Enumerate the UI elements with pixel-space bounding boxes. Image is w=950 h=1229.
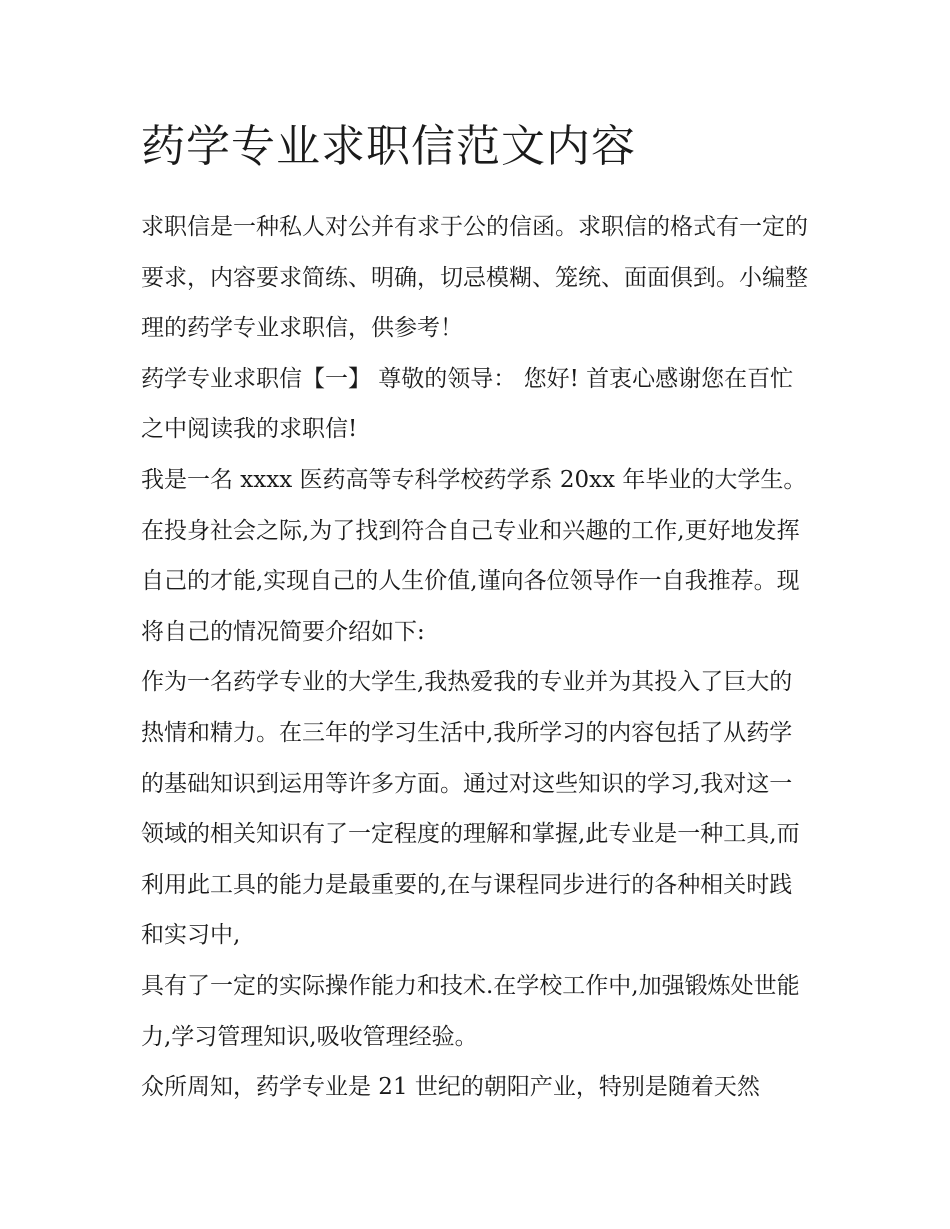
document-body xyxy=(141,112,813,1113)
paragraph-salutation: 药学专业求职信【一】 尊敬的领导： 您好! 首衷心感谢您在百忙之中阅读我的求职信! xyxy=(141,365,794,443)
paragraph-intro: 求职信是一种私人对公并有求于公的信函。求职信的格式有一定的要求，内容要求简练、明确，切忌模糊、笼统、面面俱到。小编整理的药学专业求职信，供参考！ xyxy=(141,214,808,342)
paragraph-abilities: 具有了一定的实际操作能力和技术.在学校工作中,加强锻炼处世能力,学习管理知识,吸收管理经验。 xyxy=(141,972,800,1050)
document-title: 药学专业求职信范文内容 xyxy=(141,121,636,172)
paragraph-industry: 众所周知，药学专业是 21 世纪的朝阳产业，特别是随着天然 xyxy=(141,1074,760,1101)
paragraph-self-introduction: 我是一名 xxxx 医药高等专科学校药学系 20xx 年毕业的大学生。在投身社会之际,为了找到符合自己专业和兴趣的工作,更好地发挥自己的才能,实现自己的人生价值,谨向各位领导作一自我推荐。现将自己的情况简要介绍如下: xyxy=(141,466,807,645)
paragraph-studies: 作为一名药学专业的大学生,我热爱我的专业并为其投入了巨大的热情和精力。在三年的学习生活中,我所学习的内容包括了从药学的基础知识到运用等许多方面。通过对这些知识的学习,我对这一领域的相关知识有了一定程度的理解和掌握,此专业是一种工具,而利用此工具的能力是最重要的,在与课程同步进行的各种相关时践和实习中, xyxy=(141,669,800,949)
